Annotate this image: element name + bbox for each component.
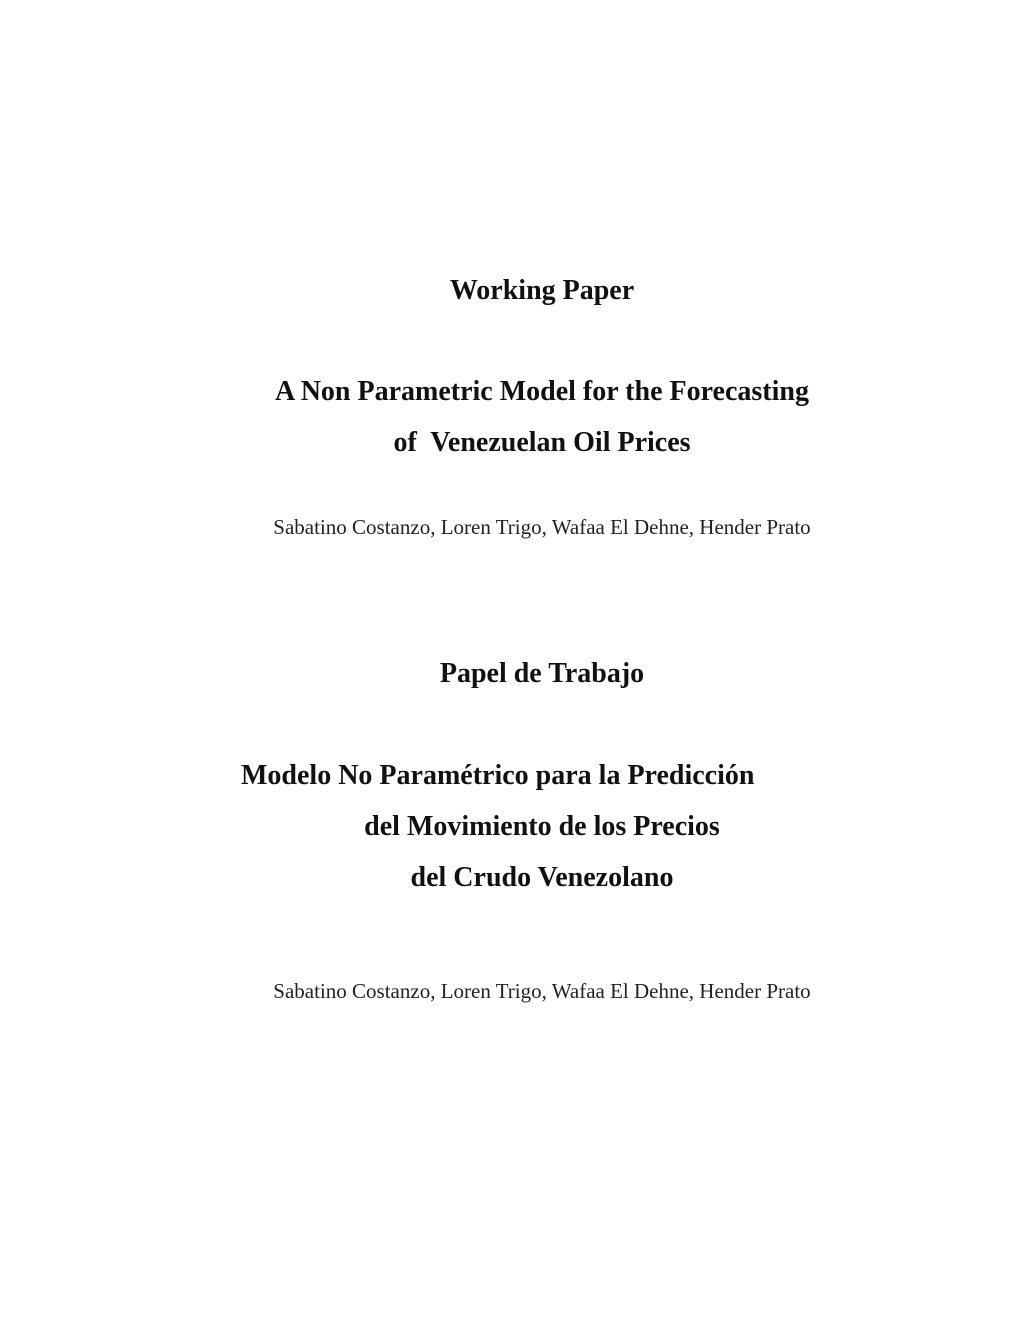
spanish-title-line-3: del Crudo Venezolano xyxy=(410,862,674,893)
paper-title-line-2: of Venezuelan Oil Prices xyxy=(393,427,691,458)
spanish-title-line-2: del Movimiento de los Precios xyxy=(364,811,720,842)
authors-line: Sabatino Costanzo, Loren Trigo, Wafaa El Dehne, Hender Prato xyxy=(273,515,811,539)
working-paper-label: Working Paper xyxy=(449,275,635,306)
paper-title-line-1: A Non Parametric Model for the Forecasting xyxy=(275,376,809,407)
spanish-title-line-1: Modelo No Paramétrico para la Predicción xyxy=(241,760,755,791)
spanish-authors-line: Sabatino Costanzo, Loren Trigo, Wafaa El Dehne, Hender Prato xyxy=(273,979,811,1003)
papel-de-trabajo-label: Papel de Trabajo xyxy=(439,658,645,689)
